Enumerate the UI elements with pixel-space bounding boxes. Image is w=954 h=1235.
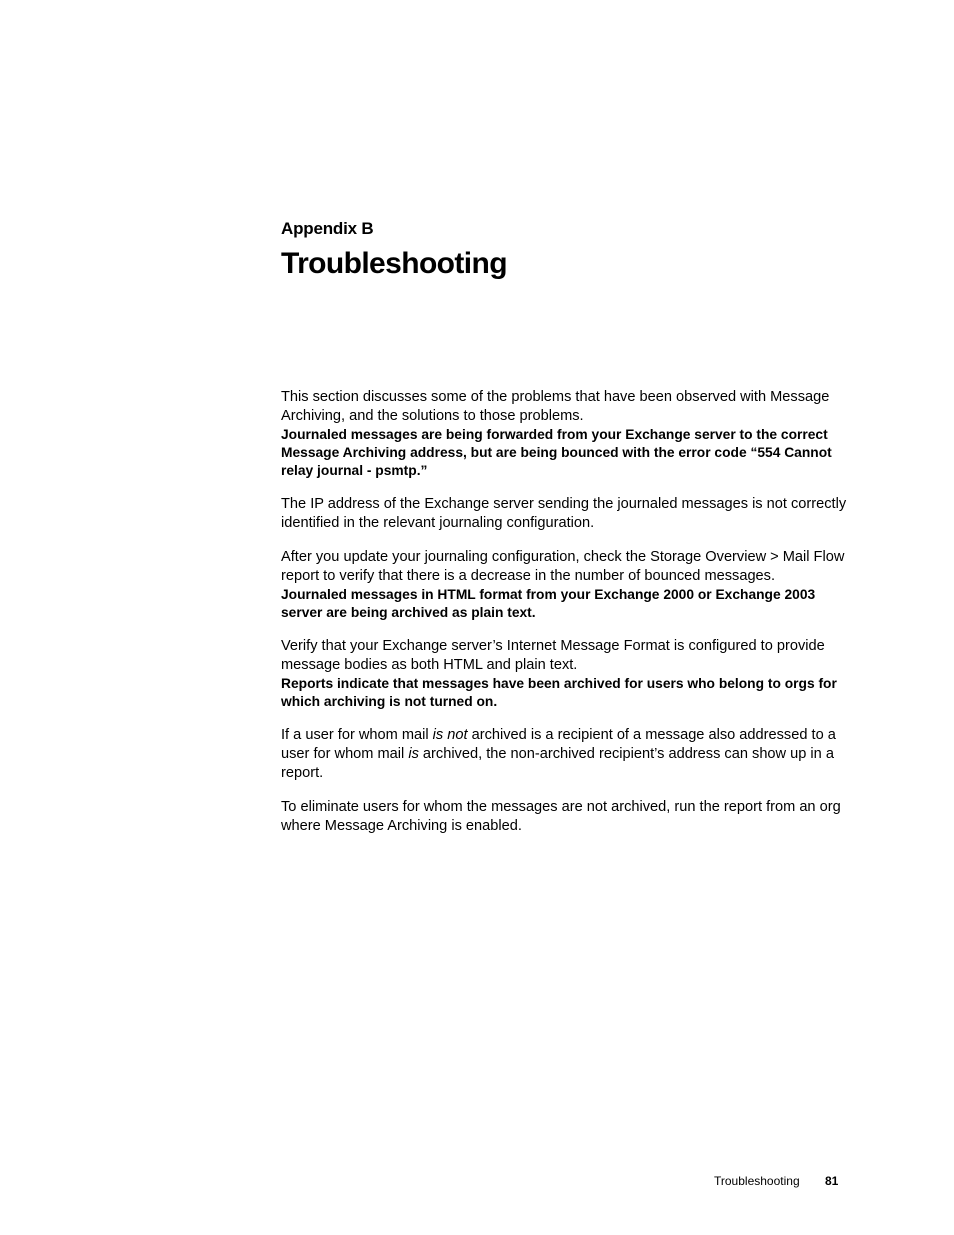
emphasis-text: is — [408, 746, 419, 762]
footer-title: Troubleshooting — [714, 1174, 800, 1188]
appendix-label: Appendix B — [281, 219, 374, 238]
section-heading-relay-error: Journaled messages are being forwarded from your Exchange server to the correct Message Archiving address, but are being bounced with the error code “554 Cannot relay journal - psmtp.” — [281, 427, 832, 478]
section-paragraph: After you update your journaling configuration, check the Storage Overview > Mail Flow report to verify that there is a decrease in the number of bounced messages. — [281, 549, 845, 584]
section-heading-reports: Reports indicate that messages have been archived for users who belong to orgs for which archiving is not turned on. — [281, 676, 837, 709]
page-number: 81 — [824, 1174, 839, 1188]
section-paragraph: Verify that your Exchange server’s Internet Message Format is configured to provide message bodies as both HTML and plain text. — [281, 638, 825, 673]
section-paragraph: The IP address of the Exchange server sending the journaled messages is not correctly identified in the relevant journaling configuration. — [281, 496, 847, 531]
page-title: Troubleshooting — [281, 247, 507, 280]
text-run: archived is a recipient of a message also addressed to a user for whom mail — [281, 727, 836, 762]
intro-paragraph: This section discusses some of the problems that have been observed with Message Archiving, and the solutions to those problems. — [281, 389, 830, 424]
section-heading-html-format: Journaled messages in HTML format from your Exchange 2000 or Exchange 2003 server are being archived as plain text. — [281, 587, 816, 620]
text-run: archived, the non-archived recipient’s address can show up in a report. — [281, 746, 834, 781]
emphasis-text: is not — [432, 727, 468, 743]
page-footer — [714, 1174, 838, 1188]
section-paragraph — [281, 726, 851, 783]
text-run: If a user for whom mail — [281, 727, 433, 743]
body-text — [281, 388, 851, 836]
section-paragraph: To eliminate users for whom the messages are not archived, run the report from an org where Message Archiving is enabled. — [281, 799, 841, 834]
